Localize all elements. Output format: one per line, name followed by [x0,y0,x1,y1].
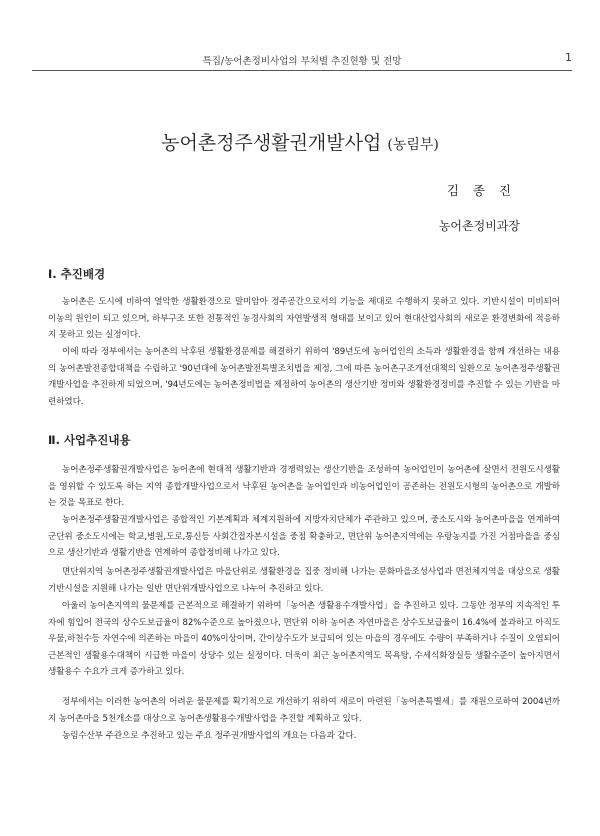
header-rule [32,70,572,71]
paragraph: 이에 따라 정부에서는 농어촌의 낙후된 생활환경문제를 해결하기 위하여 '89년도에 농어업인의 소득과 생활환경을 함께 개선하는 내용의 농어촌발전종합대책을 수립하고 '90년대에 농어촌발전특별조치법을 제정, 그에 따른 농어촌구조개선대책의 일환으로 농어촌정주생활권개발사업을 추진하게 되었으며, '94년도에는 농어촌정비법을 제정하여 농어촌의 생산기반 정비와 생활환경정비를 추진할 수 있는 기반을 마련하였다. [48,347,560,407]
paragraph: 농어촌은 도시에 비하여 열악한 생활환경으로 말미암아 정주공간으로서의 기능을 제대로 수행하지 못하고 있다. 기반시설이 미비되어 이농의 원인이 되고 있으며, 하부구조 또한 전통적인 농경사회의 자연발생적 형태를 보이고 있어 현대산업사회의 새로운 환경변화에 적응하지 못하고 있는 실정이다. [48,297,560,341]
article-title-dept: (농림부) [387,137,439,153]
article-title-main: 농어촌정주생활권개발사업 [161,132,382,154]
section-heading-background: Ⅰ. 추진배경 [48,267,106,281]
paragraph: 농어촌정주생활권개발사업은 농어촌에 현대적 생활기반과 경쟁력있는 생산기반을 조성하여 농어업인이 농어촌에 살면서 전원도시생활을 영위할 수 있도록 하는 지역 종합개발사업으로서 낙후된 농어촌을 농어업인과 비농어업인이 공존하는 전원도시형의 농어촌으로 개발하는 것을 목표로 한다. [48,465,560,509]
page-number: 1 [565,51,572,64]
running-header [32,50,572,68]
paragraph: 면단위지역 농어촌정주생활권개발사업은 마을단위로 생활환경을 집중 정비해 나가는 문화마을조성사업과 면전체지역을 대상으로 생활기반시설을 지원해 나가는 일반 면단위개발사업으로 나누어 추진하고 있다. [48,567,560,594]
section-heading-content: Ⅱ. 사업추진내용 [48,433,131,447]
author-affiliation: 농어촌정비과장 [438,219,520,233]
paragraph: 농어촌정주생활권개발사업은 종합적인 기본계획과 체계지원하에 지방자치단체가 주관하고 있으며, 중소도시와 농어촌마을을 연계하여 군단위 중소도시에는 학교,병원,도로,통신등 사회간접자본시설을 중점 확충하고, 면단위 농어촌지역에는 우랑농지를 가진 거점마을을 중심으로 생산기반과 생활기반을 연계하여 종합정비해 나가고 있다. [48,515,560,559]
author-name: 김 종 진 [446,183,516,198]
paragraph: 정부에서는 이러한 농어촌의 어려운 물문제를 획기적으로 개선하기 위하여 새로이 마련된「농어촌특별세」를 재원으로하여 2004년까지 농어촌마을 5천개소를 대상으로 농어촌생활용수개발사업을 추진할 계획하고 있다. [48,697,560,724]
running-title: 특집/농어촌정비사업의 부처별 추진현황 및 전망 [202,56,402,67]
paragraph: 아울러 농어촌지역의 물문제를 근본적으로 해결하기 위하여「농어촌 생활용수개발사업」을 추진하고 있다. 그동안 정부의 지속적인 투자에 힘입어 전국의 상수도보급율이 82%수준으로 높아졌으나, 면단위 이하 농어촌 자연마을은 상수도보급율이 16.4%에 불과하고 아직도 우물,하천수등 자연수에 의존하는 마을이 40%이상이며, 간이상수도가 보급되어 있는 마을의 경우에도 수량이 부족하거나 수질이 오염되어 근본적인 생활용수대책이 시급한 마을이 상당수 있는 실정이다. 더욱이 최근 농어촌지역도 목욕탕, 수세식화장실등 생활수준이 높아지면서 생활용수 수요가 크게 증가하고 있다. [48,601,560,678]
paragraph: 농림수산부 주관으로 추진하고 있는 주요 정주권개발사업의 개요는 다음과 같다. [62,731,357,741]
article-title [0,128,600,155]
